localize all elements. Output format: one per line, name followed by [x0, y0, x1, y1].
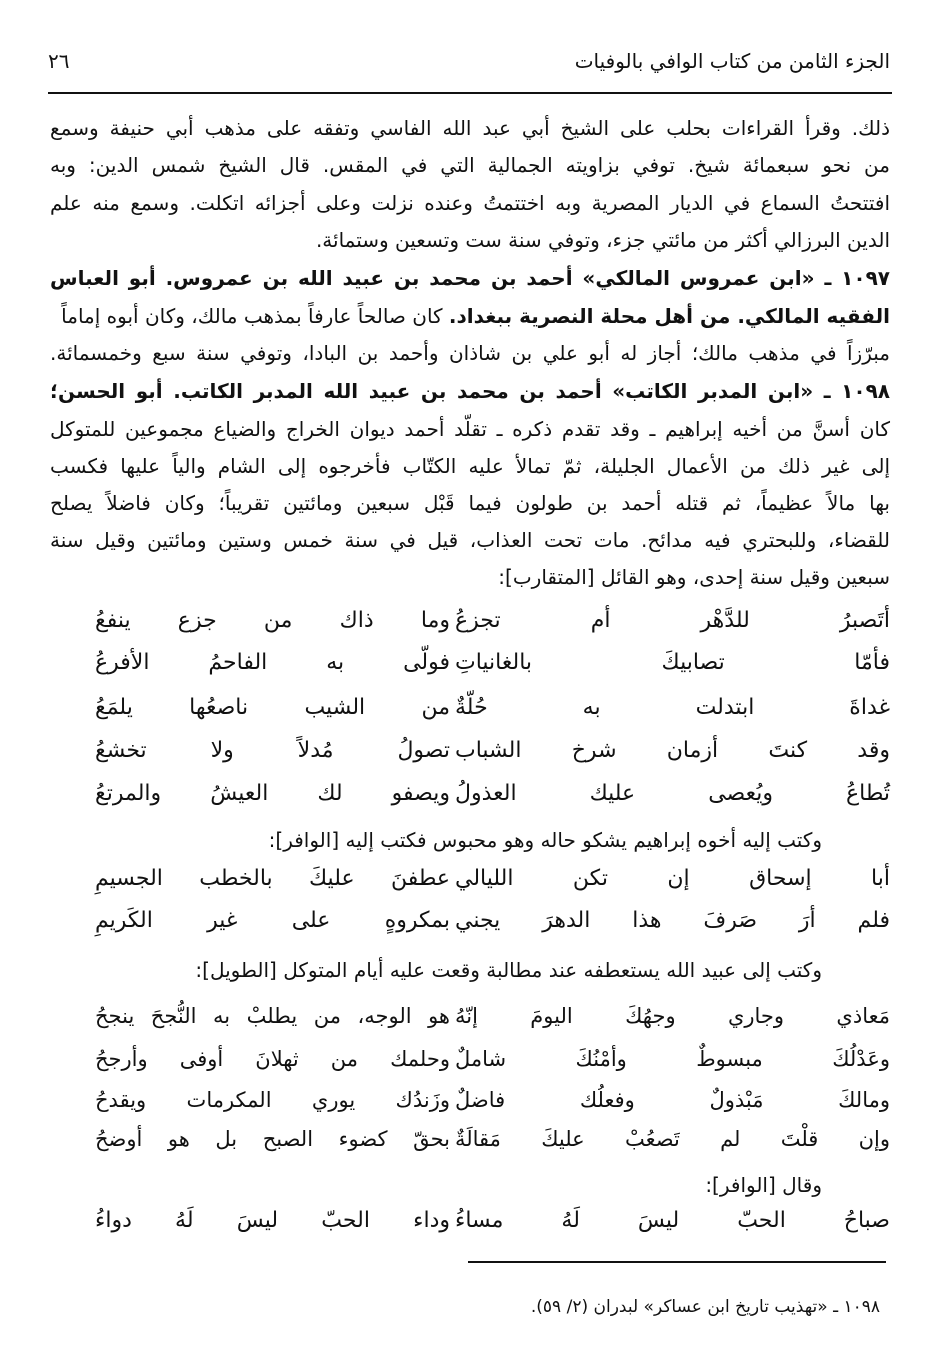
verse-second-hemistich: عطفنَ عليكَ بالخطب الجسيمِ [95, 866, 450, 891]
verse-first-hemistich: وعَدْلُكَ مبسوطٌ وأمْنُكَ شاملٌ [455, 1047, 890, 1071]
verse-second-hemistich: وحلمك من ثهلانَ أوفى وأرجحُ [95, 1047, 450, 1071]
header-rule [48, 92, 892, 94]
poem-intro: وكتب إليه أخوه إبراهيم يشكو حاله وهو محبوس فكتب إليه [الوافر]: [268, 828, 822, 852]
text-line: للقضاء، وللبحتري فيه مدائح. مات تحت العذاب، قيل في سنة خمس وستين ومائتين وقيل سنة [50, 528, 890, 552]
header-title: الجزء الثامن من كتاب الوافي بالوفيات [574, 49, 890, 73]
verse-second-hemistich: من الشيب ناصعُها يلمَعُ [95, 695, 450, 720]
verse-first-hemistich: وإن قلْتَ لم تَصعُبْ عليكَ مَقالَةٌ [455, 1127, 890, 1151]
poem-intro: وكتب إلى عبيد الله يستعطفه عند مطالبة وقعت عليه أيام المتوكل [الطويل]: [195, 958, 822, 982]
text-line: كان أسنَّ من أخيه إبراهيم ـ وقد تقدم ذكره ـ تقلّد أحمد ديوان الخراج والضياع مجموعين للمتوكل [50, 417, 890, 441]
text-line: بها مالاً عظيماً، ثم قتله أحمد بن طولون فيما قَبْل سبعين ومائتين تقريباً؛ وكان فاضلاً يصلح [50, 491, 890, 515]
footnote-rule [468, 1261, 886, 1263]
entry-text: كان صالحاً عارفاً بمذهب مالك، وكان أبوه إماماً [61, 304, 449, 328]
verse-second-hemistich: تصولُ مُدلاً ولا تخشعُ [95, 738, 450, 763]
verse-first-hemistich: وقد كنتَ أزمان شرخ الشباب [455, 738, 890, 763]
text-line: إلى غير ذلك من الأعمال الجليلة، ثمّ تمالأ عليه الكتّاب فأخرجوه إلى الشام والياً عليها فكسب [50, 454, 890, 478]
text-line: ذلك. وقرأ القراءات بحلب على الشيخ أبي عبد الله الفاسي وتفقه على مذهب أبي حنيفة وسمع [50, 116, 890, 140]
verse-second-hemistich: بمكروهٍ على غير الكَريمِ [95, 908, 450, 933]
page-number: ٢٦ [48, 49, 70, 73]
verse-second-hemistich: فولّى به الفاحمُ الأفرعُ [95, 650, 450, 675]
verse-first-hemistich: ومالكَ مَبْذولٌ وفعلُك فاضلٌ [455, 1088, 890, 1112]
entry-heading: ١٠٩٨ ـ «ابن المدبر الكاتب» أحمد بن محمد بن عبيد الله المدبر الكاتب. أبو الحسن؛ [50, 379, 890, 403]
verse-first-hemistich: تُطاعُ ويُعصى عليك العذولُ [455, 781, 890, 806]
footnote: ١٠٩٨ ـ «تهذيب تاريخ ابن عساكر» لبدران (٢/ ٥٩). [530, 1297, 880, 1317]
verse-first-hemistich: صباحُ الحبّ ليسَ لَهُ مساءُ [455, 1208, 890, 1233]
entry-heading: ١٠٩٧ ـ «ابن عمروس المالكي» أحمد بن محمد بن عبيد الله بن عمروس. أبو العباس [50, 266, 890, 290]
text-line [50, 301, 890, 331]
verse-first-hemistich: فلم أرَ صَرفَ هذا الدهرَ يجني [455, 908, 890, 933]
poem-intro: وقال [الوافر]: [705, 1173, 822, 1197]
text-line: سبعين وقيل سنة إحدى، وهو القائل [المتقارب]: [498, 565, 890, 589]
verse-second-hemistich: وزَندُك يوري المكرمات ويقدحُ [95, 1088, 450, 1112]
verse-second-hemistich: هو الوجه، من يطلبْ به النُّجحَ ينجحُ [95, 1004, 450, 1028]
verse-first-hemistich: مَعاذي وجاري وجهُكَ اليومَ إنّهُ [455, 1004, 890, 1028]
verse-second-hemistich: وما ذاك من جزع ينفعُ [95, 608, 450, 633]
verse-first-hemistich: فأمّا تصابيكَ بالغانياتِ [455, 650, 890, 675]
verse-first-hemistich: غداةَ ابتدلت به حُلّةٌ [455, 695, 890, 720]
verse-second-hemistich: ويصفو لك العيشُ والمرتعُ [95, 781, 450, 806]
verse-second-hemistich: بحقّ كضوء الصبح بل هو أوضحُ [95, 1127, 450, 1151]
verse-first-hemistich: أبا إسحاق إن تكن الليالي [455, 866, 890, 891]
text-line: من نحو سبعمائة شيخ. توفي بزاويته الجمالية التي في المقس. قال الشيخ شمس الدين: وبه [50, 153, 890, 177]
text-line: افتتحتُ السماع في الديار المصرية وبه اختتمتُ وعنده نزلت وعلى أجزائه اتكلت. وسمع منه علم [50, 191, 890, 215]
verse-second-hemistich: وداء الحبّ ليسَ لَهُ دواءُ [95, 1208, 450, 1233]
verse-first-hemistich: أتَصبرُ للدَّهْر أم تجزعُ [455, 608, 890, 633]
entry-heading-cont: الفقيه المالكي. من أهل محلة النصرية ببغداد. [448, 304, 890, 328]
text-line: الدين البرزالي أكثر من مائتي جزء، وتوفي سنة ست وتسعين وستمائة. [315, 228, 890, 252]
text-line: مبرّزاً في مذهب مالك؛ أجاز له أبو علي بن شاذان وأحمد بن البادا، وتوفي سنة سبع وخمسمائة. [50, 341, 890, 365]
